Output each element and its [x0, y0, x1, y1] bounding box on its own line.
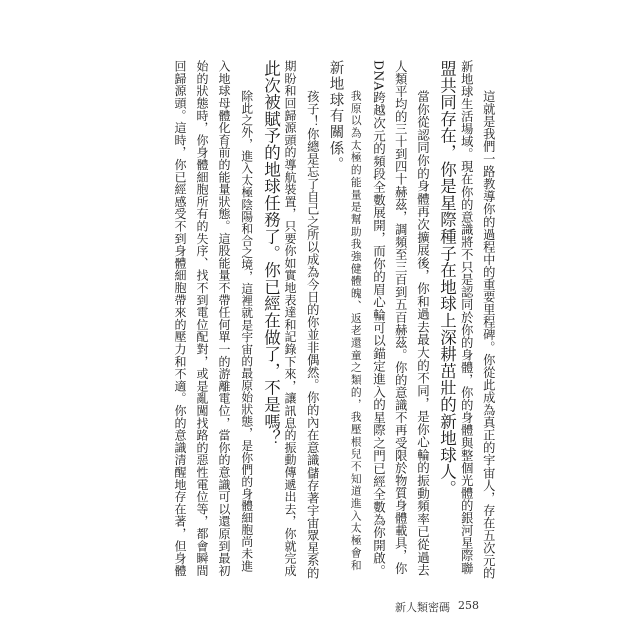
quoted-line: [350, 60, 361, 572]
line-text: 我原以為太極的能量是幫助我強健體魄、返老還童之類的，我壓根兒不知道進入太極會和: [349, 90, 363, 572]
line-text: 這就是我們一路教導你的過程中的重要里程碑。你從此成為真正的宇宙人，存在五次元的: [481, 90, 496, 580]
text-line: [196, 60, 208, 577]
text-line: [262, 60, 279, 446]
quoted-line: [328, 60, 343, 173]
text-line: [372, 60, 385, 577]
line-text: 入地球母體化育前的能量狀態。這股能量不帶任何單一的游離電位，當你的意識可以還原到最初: [217, 60, 231, 577]
text-line: [394, 60, 406, 575]
text-line: [218, 60, 230, 577]
line-text: 新地球生活場域。現在你的意識將不只是認同於你的身體，你的身體與整個光體的銀河星際聯: [459, 60, 474, 575]
text-line: [416, 60, 429, 576]
text-line: [174, 60, 186, 577]
page-footer: [395, 599, 479, 615]
line-text: 當你從認同你的身體再次擴展後，你和過去最大的不同，是你心輪的振動頻率已從過去: [415, 90, 431, 577]
text-line: [306, 60, 318, 579]
line-text: 新地球有關係。: [327, 60, 344, 173]
text-line: [438, 60, 455, 497]
line-text: 始的狀態時，你身體細胞所有的失序、找不到電位配對，或是亂闖找路的惡性電位等，都會瞬間: [195, 60, 209, 577]
line-text: 盟共同存在，你是星際種子在地球上深耕茁壯的新地球人。: [437, 60, 457, 497]
running-title: 新人類密碼: [395, 601, 450, 614]
text-line: [284, 60, 296, 577]
page-number: 258: [458, 599, 479, 612]
line-text: 孩子！你總是忘了自己之所以成為今日的你並非偶然。你的內在意識儲存著宇宙眾星系的: [305, 90, 320, 580]
line-text: 回歸源頭。這時，你已經感受不到身體細胞帶來的壓力和不適。你的意識清醒地存在著，但身體: [173, 60, 187, 577]
line-text: 除此之外，進入太極陰陽和合之境，這裡就是宇宙的最原始狀態，是你們的身體細胞尚未進: [239, 90, 254, 572]
line-text: DNA跨越次元的頻段全數展開，而你的眉心輪可以錨定進入的星際之門已經全數為你開啟。: [371, 60, 387, 578]
text-line: [460, 60, 472, 575]
text-line: [482, 60, 494, 579]
line-text: 此次被賦予的地球任務了。你已經在做了，不是嗎？: [261, 60, 281, 447]
line-text: 期盼和回歸源頭的導航裝置，只要你如實地表達和記錄下來，讓訊息的振動傳遞出去，你就完成: [283, 60, 297, 577]
line-text: 人類平均的三十到四十赫茲，調頻至三百到五百赫茲。你的意識不再受限於物質身體載具，你: [393, 60, 408, 575]
text-line: [240, 60, 252, 572]
